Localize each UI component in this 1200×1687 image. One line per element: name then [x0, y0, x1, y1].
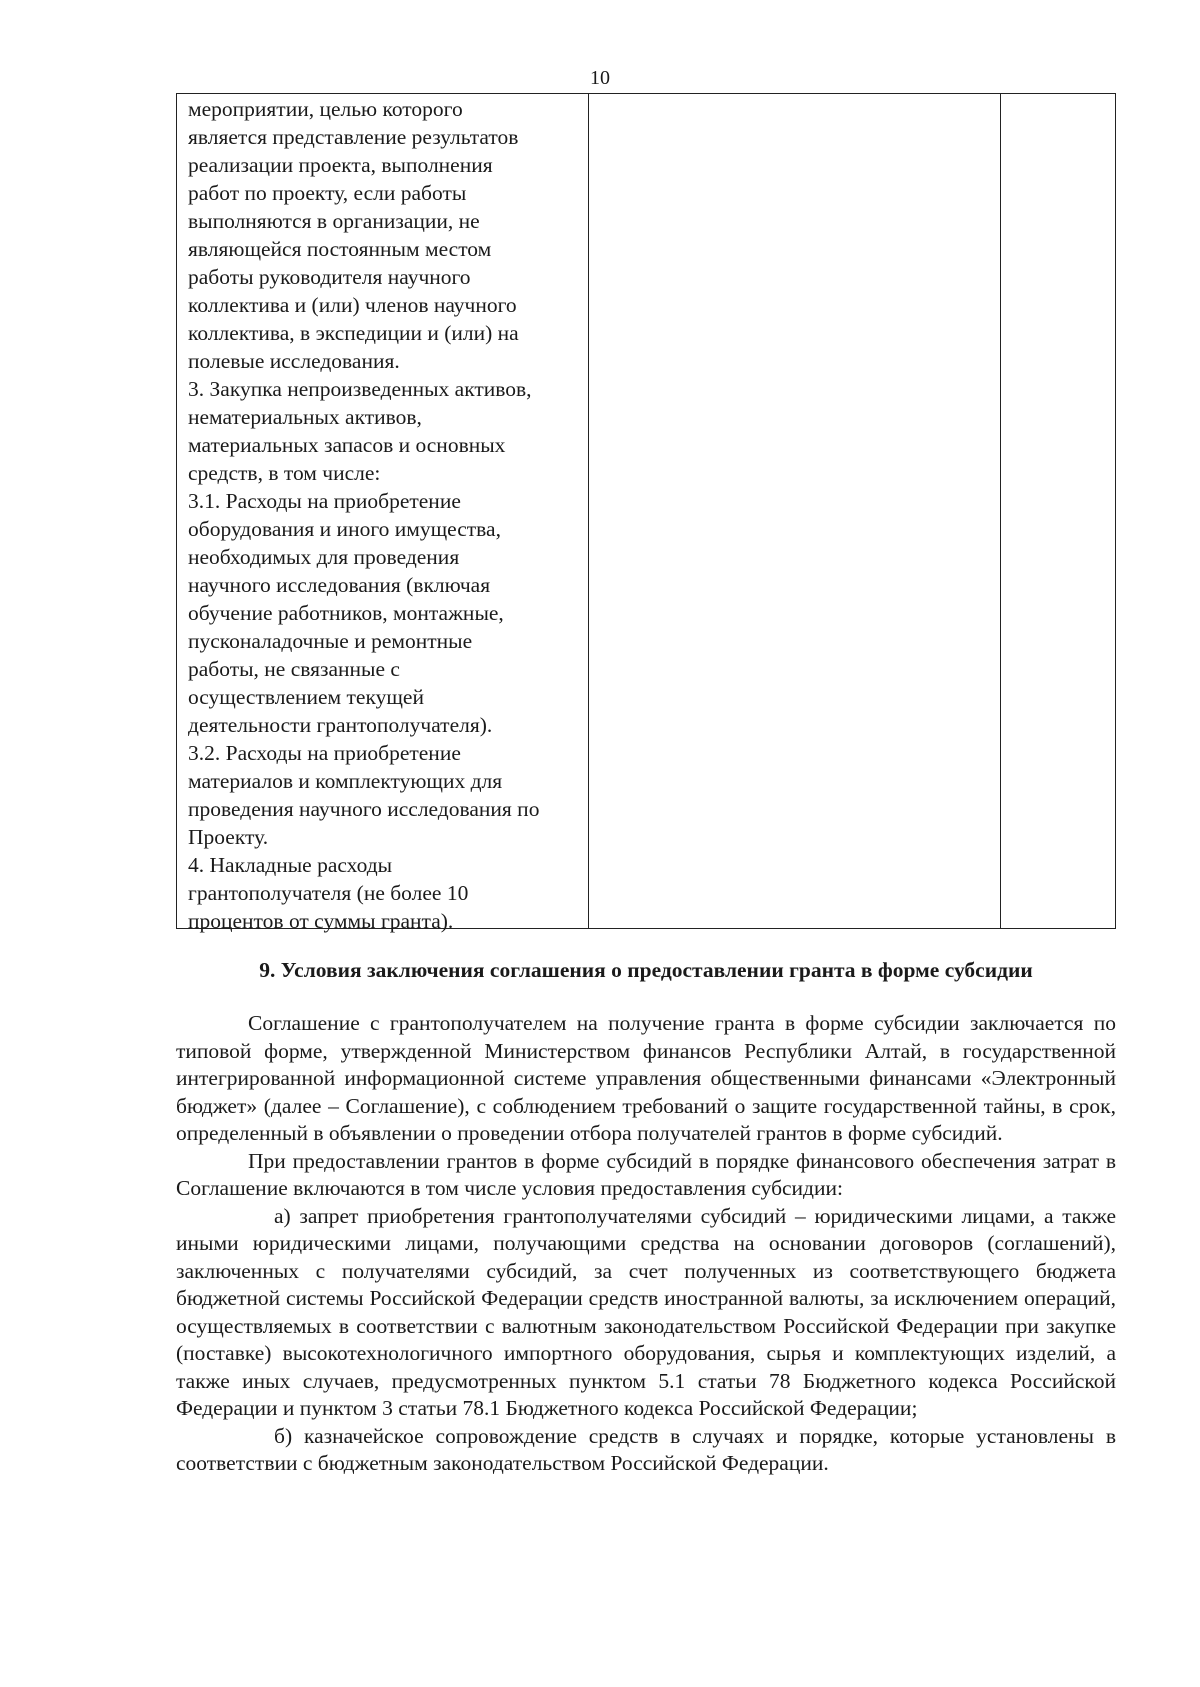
- table-cell-line: грантополучателя (не более 10: [188, 881, 469, 905]
- table-cell-line: реализации проекта, выполнения: [188, 153, 493, 177]
- table-cell-line: проведения научного исследования по: [188, 797, 540, 821]
- paragraph-conditions: При предоставлении грантов в форме субсидий в порядке финансового обеспечения затрат в Соглашение включаются в том числе условия предоставления субсидии:: [176, 1148, 1116, 1200]
- table-cell-line: является представление результатов: [188, 125, 519, 149]
- table-cell-line: нематериальных активов,: [188, 405, 422, 429]
- table-cell-line: материалов и комплектующих для: [188, 769, 503, 793]
- table-cell-line: пусконаладочные и ремонтные: [188, 629, 473, 653]
- table-cell-line: Проекту.: [188, 825, 269, 849]
- paragraph-item-b: б) казначейское сопровождение средств в случаях и порядке, которые установлены в соответствии с бюджетным законодательством Российской Федерации.: [176, 1423, 1116, 1475]
- budget-table: [176, 93, 1116, 933]
- table-cell-empty-3: [1001, 94, 1115, 928]
- table-cell-line: осуществлением текущей: [188, 685, 424, 709]
- table-cell-line: полевые исследования.: [188, 349, 400, 373]
- paragraph-agreement: Соглашение с грантополучателем на получение гранта в форме субсидии заключается по типовой форме, утвержденной Министерством финансов Республики Алтай, в государственной интегрированной информационной системе управления общественными финансами «Электронный бюджет» (далее – Соглашение), с соблюдением требований о защите государственной тайны, в срок, определенный в объявлении о проведении отбора получателей грантов в форме субсидий.: [176, 1011, 1116, 1145]
- paragraph-item-a: а) запрет приобретения грантополучателями субсидий – юридическими лицами, а также иными юридическими лицами, получающими средства на основании договоров (соглашений), заключенных с получателями субсидий, за счет полученных из соответствующего бюджета бюджетной системы Российской Федерации средств иностранной валюты, за исключением операций, осуществляемых в соответствии с валютным законодательством Российской Федерации при закупке (поставке) высокотехнологичного импортного оборудования, сырья и комплектующих изделий, а также иных случаев, предусмотренных пунктом 5.1 статьи 78 Бюджетного кодекса Российской Федерации и пунктом 3 статьи 78.1 Бюджетного кодекса Российской Федерации;: [176, 1203, 1116, 1420]
- table-cell-line: средств, в том числе:: [188, 461, 381, 485]
- table-cell-line: 4. Накладные расходы: [188, 853, 393, 877]
- table-cell-line: обучение работников, монтажные,: [188, 601, 504, 625]
- table-cell-line: коллектива, в экспедиции и (или) на: [188, 321, 519, 345]
- table-cell-line: работ по проекту, если работы: [188, 181, 467, 205]
- table-cell-line: процентов от суммы гранта).: [188, 909, 454, 933]
- table-cell-expense-items: [177, 94, 589, 933]
- table-cell-line: оборудования и иного имущества,: [188, 517, 501, 541]
- table-cell-line: 3. Закупка непроизведенных активов,: [188, 377, 532, 401]
- table-cell-line: мероприятии, целью которого: [188, 97, 463, 121]
- page-number: 10: [590, 67, 610, 89]
- section-body: [176, 1010, 1116, 1478]
- section-heading: 9. Условия заключения соглашения о предоставлении гранта в форме субсидии: [259, 958, 1033, 982]
- table-cell-line: работы, не связанные с: [188, 657, 400, 681]
- table-cell-line: деятельности грантополучателя).: [188, 713, 493, 737]
- table-cell-line: материальных запасов и основных: [188, 433, 506, 457]
- table-cell-line: коллектива и (или) членов научного: [188, 293, 517, 317]
- table-cell-line: 3.1. Расходы на приобретение: [188, 489, 461, 513]
- table-cell-line: научного исследования (включая: [188, 573, 491, 597]
- table-cell-line: работы руководителя научного: [188, 265, 471, 289]
- table-cell-line: 3.2. Расходы на приобретение: [188, 741, 461, 765]
- table-cell-line: необходимых для проведения: [188, 545, 460, 569]
- table-cell-line: являющейся постоянным местом: [188, 237, 492, 261]
- table-cell-empty-2: [589, 94, 1001, 928]
- table-cell-line: выполняются в организации, не: [188, 209, 480, 233]
